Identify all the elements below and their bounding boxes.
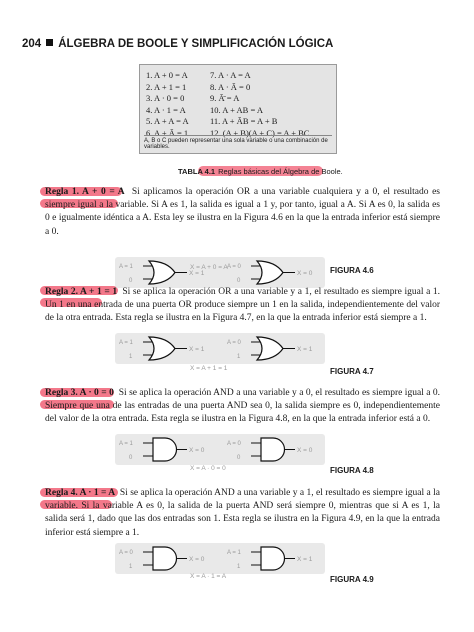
svg-text:X = 0: X = 0 — [189, 556, 205, 563]
svg-text:X = 1: X = 1 — [189, 346, 205, 353]
or-gate-icon — [257, 261, 283, 284]
rule-text: Si se aplica la operación AND a una variable y a 0, el resultado es siempre igual a 0. Siempre que una de las entradas de una puerta AND sea 0, la salida siempre es 0, independientemente del valor de la otra entrada. Esta regla se ilustra en la Figura 4.8, en la que la entrada inferior está a 0. — [45, 388, 441, 425]
table-footnote: A, B o C pueden representar una sola variable o una combinación de variables. — [144, 135, 332, 150]
svg-text:0: 0 — [129, 455, 133, 461]
svg-text:A = 0: A = 0 — [119, 550, 133, 556]
svg-text:X = 0: X = 0 — [297, 447, 313, 454]
rules-column-right — [210, 70, 309, 140]
rule-text: Si aplicamos la operación OR a una variable cualquiera y a 0, el resultado es siempre igual a la variable. Si A es 1, la salida es igual a 1 y, por tanto, igual a A. Si A es 0, la salida es 0 e igualmente idéntica a A. Esta ley se ilustra en la Figura 4.6 en la que la entrada inferior está siempre a 0. — [45, 187, 440, 237]
svg-text:X = 1: X = 1 — [189, 270, 205, 277]
page-header — [22, 38, 333, 50]
rule-paragraph — [45, 387, 440, 427]
square-bullet-icon — [46, 39, 53, 46]
rule-row: 9. Ā̄ = A — [210, 93, 240, 104]
and-gate-icon — [261, 547, 285, 570]
rules-column-left — [146, 70, 189, 140]
or-gate-icon — [149, 261, 175, 284]
rule-row: 11. A + ĀB = A + B — [210, 116, 278, 127]
svg-text:0: 0 — [237, 278, 241, 284]
and-gates-diagram — [115, 434, 325, 465]
svg-text:1: 1 — [237, 354, 241, 360]
figure-equation: X = A + 0 = A — [190, 264, 228, 271]
figure-4-8 — [115, 434, 325, 465]
boolean-rules-table — [139, 64, 337, 154]
table-caption — [178, 167, 343, 176]
caption-label: TABLA 4.1 — [178, 167, 216, 176]
or-gates-diagram — [115, 333, 325, 364]
svg-text:A = 1: A = 1 — [119, 340, 133, 346]
figure-4-6 — [115, 257, 325, 288]
figure-equation: X = A · 0 = 0 — [190, 465, 226, 472]
rule-row: 10. A + AB = A — [210, 104, 264, 115]
svg-text:0: 0 — [129, 278, 133, 284]
rule-paragraph — [45, 186, 440, 239]
svg-text:A = 1: A = 1 — [119, 264, 133, 270]
svg-text:0: 0 — [237, 455, 241, 461]
figure-equation: X = A + 1 = 1 — [190, 365, 228, 372]
svg-text:X = 0: X = 0 — [297, 270, 313, 277]
and-gate-icon — [153, 547, 177, 570]
and-gate-icon — [261, 438, 285, 461]
chapter-title: ÁLGEBRA DE BOOLE Y SIMPLIFICACIÓN LÓGICA — [58, 38, 334, 50]
svg-text:1: 1 — [129, 564, 133, 570]
figure-label: FIGURA 4.9 — [330, 575, 374, 584]
rule-row: 6. A + Ā = 1 — [146, 127, 189, 138]
rule-row: 2. A + 1 = 1 — [146, 81, 187, 92]
figure-label: FIGURA 4.8 — [330, 466, 374, 475]
rule-row: 12. (A + B)(A + C) = A + BC — [210, 127, 310, 138]
rule-row: 7. A · A = A — [210, 70, 251, 80]
figure-equation: X = A · 1 = A — [190, 573, 227, 580]
svg-text:X = 1: X = 1 — [297, 346, 313, 353]
or-gate-icon — [257, 337, 283, 360]
rule-row: 4. A · 1 = A — [146, 104, 186, 115]
svg-text:1: 1 — [237, 564, 241, 570]
svg-text:X = 1: X = 1 — [297, 556, 313, 563]
rule-paragraph — [45, 286, 440, 326]
svg-text:A = 1: A = 1 — [227, 550, 241, 556]
rule-title: Regla 1. A + 0 = A — [45, 187, 125, 197]
rule-row: 3. A · 0 = 0 — [146, 93, 185, 104]
rule-row: 8. A · Ā = 0 — [210, 81, 251, 92]
and-gate-icon — [153, 438, 177, 461]
rule-title: Regla 2. A + 1 = 1 — [45, 287, 118, 297]
and-gates-diagram — [115, 543, 325, 574]
rule-title: Regla 3. A · 0 = 0 — [45, 388, 114, 398]
rule-paragraph — [45, 487, 440, 540]
rule-text: Si se aplica la operación OR a una variable y a 1, el resultado es siempre igual a 1. Un 1 en una entrada de una puerta OR produce siempre un 1 en la salida, independientemente del valor de la otra entrada. Esta regla se ilustra en la Figura 4.7, en la que la entrada inferior está siempre a 1. — [45, 287, 441, 324]
figure-label: FIGURA 4.7 — [330, 367, 374, 376]
caption-text: Reglas básicas del Álgebra de Boole. — [218, 167, 343, 176]
rule-row: 1. A + 0 = A — [146, 70, 188, 80]
rule-text: Si se aplica la operación AND a una variable y a 1, el resultado es siempre igual a la variable. Si la variable A es 0, la salida de la puerta AND será siempre 0, mientras que si A es 1, la salida será 1, dado que las dos entradas son 1. Esta regla se ilustra en la Figura 4.9, en la que la entrada inferior está siempre a 1. — [45, 488, 441, 538]
figure-label: FIGURA 4.6 — [330, 266, 374, 275]
rule-row: 5. A + A = A — [146, 116, 189, 127]
svg-text:A = 1: A = 1 — [119, 441, 133, 447]
svg-text:X = 0: X = 0 — [189, 447, 205, 454]
or-gates-diagram — [115, 257, 325, 288]
svg-text:A = 0: A = 0 — [227, 340, 241, 346]
svg-text:1: 1 — [129, 354, 133, 360]
page-number: 204 — [22, 38, 42, 50]
svg-text:A = 0: A = 0 — [227, 264, 241, 270]
svg-text:A = 0: A = 0 — [227, 441, 241, 447]
figure-4-7 — [115, 333, 325, 364]
or-gate-icon — [149, 337, 175, 360]
rule-title: Regla 4. A · 1 = A — [45, 488, 116, 498]
figure-4-9 — [115, 543, 325, 574]
